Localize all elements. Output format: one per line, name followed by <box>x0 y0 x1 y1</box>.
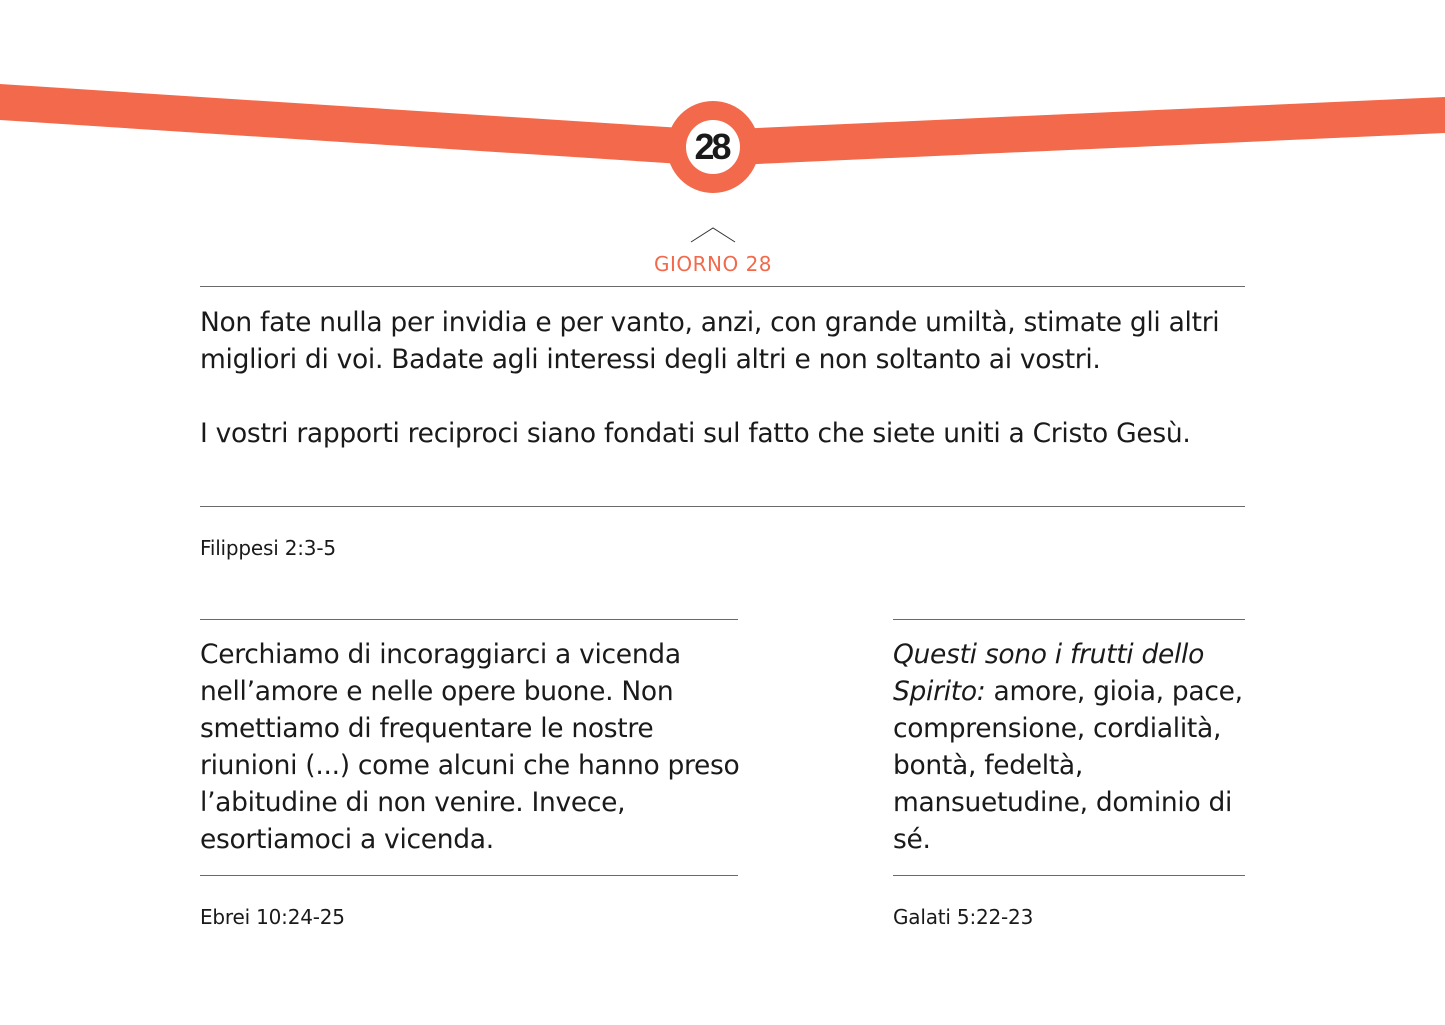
right-passage-text: amore, gioia, pace, comprensione, cordialità, bontà, fedeltà, mansuetudine, dominio di sé. <box>893 676 1243 855</box>
chevron-up-icon <box>690 226 736 244</box>
right-passage-intro: Questi sono i frutti dello Spirito: <box>893 639 1205 707</box>
left-passage-reference: Ebrei 10:24-25 <box>200 905 345 929</box>
main-passage <box>200 304 1245 452</box>
divider <box>200 619 738 620</box>
day-number: 28 <box>694 126 729 167</box>
left-passage <box>200 636 745 858</box>
divider <box>893 875 1245 876</box>
day-number-badge <box>667 101 759 193</box>
day-label: GIORNO 28 <box>653 252 773 276</box>
main-passage-paragraph: Non fate nulla per invidia e per vanto, anzi, con grande umiltà, stimate gli altri migliori di voi. Badate agli interessi degli altri e non soltanto ai vostri. <box>200 307 1220 375</box>
right-passage <box>893 636 1245 858</box>
divider <box>893 619 1245 620</box>
divider <box>200 286 1245 287</box>
left-passage-text: Cerchiamo di incoraggiarci a vicenda nell’amore e nelle opere buone. Non smettiamo di frequentare le nostre riunioni (...) come alcuni che hanno preso l’abitudine di non venire. Invece, esortiamoci a vicenda. <box>200 639 740 855</box>
main-passage-reference: Filippesi 2:3-5 <box>200 536 336 560</box>
divider <box>200 875 738 876</box>
divider <box>200 506 1245 507</box>
main-passage-paragraph: I vostri rapporti reciproci siano fondati sul fatto che siete uniti a Cristo Gesù. <box>200 418 1191 449</box>
right-passage-reference: Galati 5:22-23 <box>893 905 1034 929</box>
